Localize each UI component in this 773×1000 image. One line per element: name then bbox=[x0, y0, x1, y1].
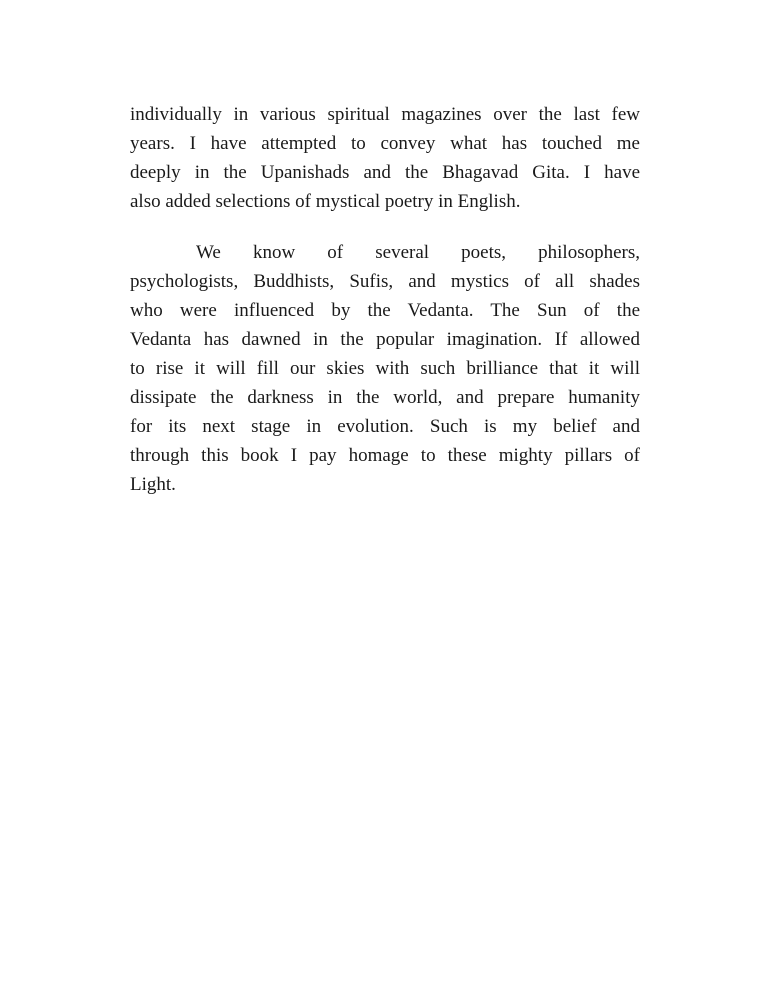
text-line: Light. bbox=[130, 474, 176, 495]
text-line: who were influenced by the Vedanta. The Sun of the bbox=[130, 300, 640, 321]
text-line: dissipate the darkness in the world, and prepare humanity bbox=[130, 387, 640, 408]
text-line: psychologists, Buddhists, Sufis, and mystics of all shades bbox=[130, 271, 640, 292]
paragraph-spacer bbox=[130, 216, 640, 238]
text-line: We know of several poets, philosophers, bbox=[196, 242, 640, 263]
text-line: for its next stage in evolution. Such is my belief and bbox=[130, 416, 640, 437]
text-line: individually in various spiritual magazines over the last few bbox=[130, 104, 640, 125]
text-line: Vedanta has dawned in the popular imagination. If allowed bbox=[130, 329, 640, 350]
text-line: years. I have attempted to convey what has touched me bbox=[130, 133, 640, 154]
text-line: through this book I pay homage to these mighty pillars of bbox=[130, 445, 640, 466]
text-line: also added selections of mystical poetry in English. bbox=[130, 191, 521, 212]
body-text bbox=[130, 100, 640, 499]
paragraph-2 bbox=[130, 238, 640, 499]
paragraph-1 bbox=[130, 100, 640, 216]
text-line: to rise it will fill our skies with such brilliance that it will bbox=[130, 358, 640, 379]
text-line: deeply in the Upanishads and the Bhagavad Gita. I have bbox=[130, 162, 640, 183]
